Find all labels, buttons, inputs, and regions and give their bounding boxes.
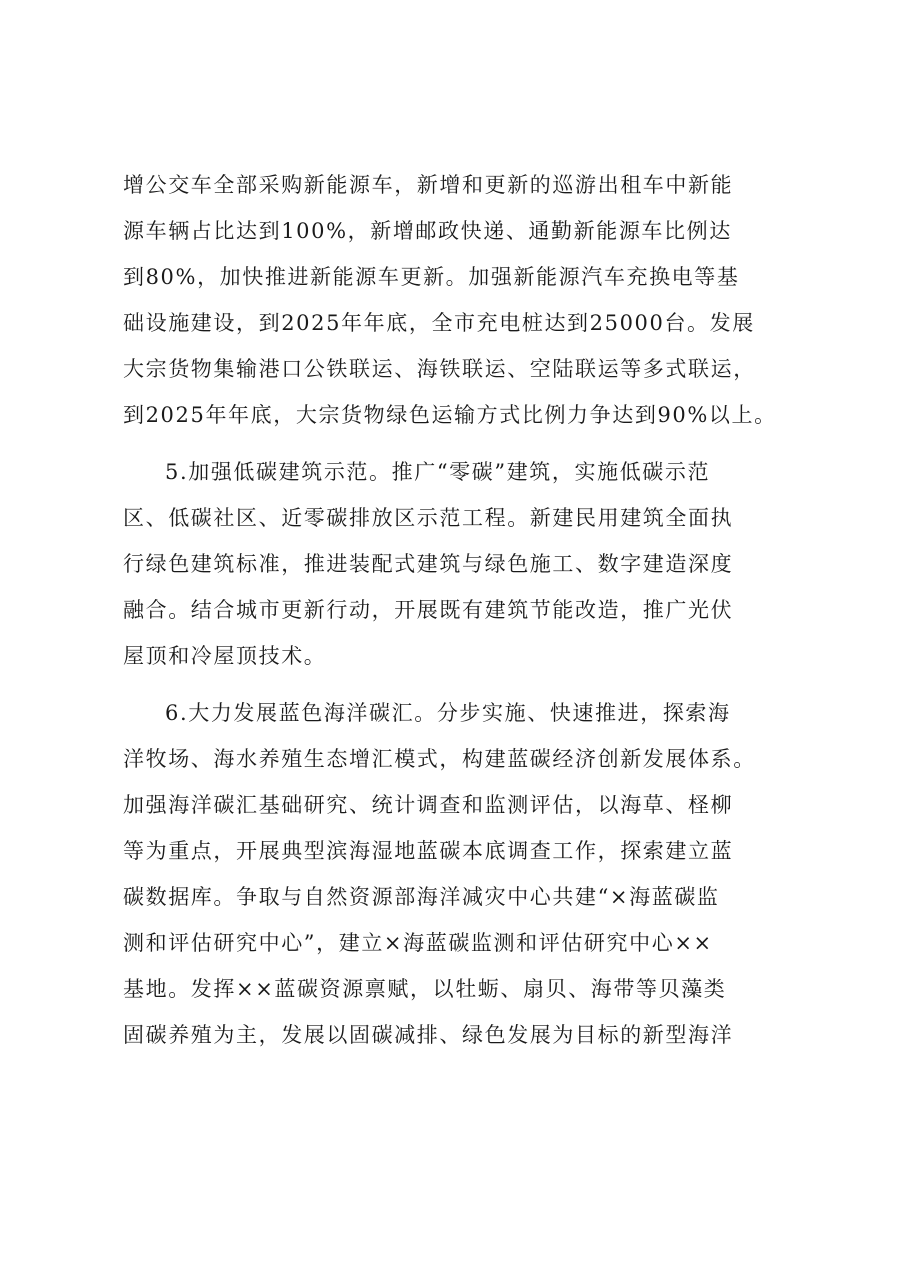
text-line: 加强海洋碳汇基础研究、统计调查和监测评估，以海草、柽柳 xyxy=(123,793,734,817)
text-line: 增公交车全部采购新能源车，新增和更新的巡游出租车中新能 xyxy=(123,173,734,197)
text-line: 础设施建设，到2025年年底，全市充电桩达到25000台。发展 xyxy=(123,311,755,335)
document-body xyxy=(123,162,823,1058)
paragraph-spacer xyxy=(123,679,823,690)
text-line: 基地。发挥××蓝碳资源禀赋，以牡蛎、扇贝、海带等贝藻类 xyxy=(123,977,727,1001)
text-line: 固碳养殖为主，发展以固碳减排、绿色发展为目标的新型海洋 xyxy=(123,1023,734,1047)
text-line: 等为重点，开展典型滨海湿地蓝碳本底调查工作，探索建立蓝 xyxy=(123,839,734,863)
text-line: 大宗货物集输港口公铁联运、海铁联运、空陆联运等多式联运， xyxy=(123,357,756,381)
paragraph-continuation xyxy=(123,162,823,438)
paragraph-5-low-carbon-buildings xyxy=(123,449,823,679)
text-line-first: 6.大力发展蓝色海洋碳汇。分步实施、快速推进，探索海 xyxy=(165,701,731,725)
text-line: 测和评估研究中心”，建立×海蓝碳监测和评估研究中心×× xyxy=(123,931,713,955)
text-line: 行绿色建筑标准，推进装配式建筑与绿色施工、数字建造深度 xyxy=(123,552,734,576)
paragraph-6-blue-carbon xyxy=(123,690,823,1058)
text-line-first: 5.加强低碳建筑示范。推广“零碳”建筑，实施低碳示范 xyxy=(165,460,711,484)
text-line: 到2025年年底，大宗货物绿色运输方式比例力争达到90%以上。 xyxy=(123,403,777,427)
paragraph-spacer xyxy=(123,438,823,449)
text-line: 区、低碳社区、近零碳排放区示范工程。新建民用建筑全面执 xyxy=(123,506,734,530)
text-line: 洋牧场、海水养殖生态增汇模式，构建蓝碳经济创新发展体系。 xyxy=(123,747,756,771)
text-line: 源车辆占比达到100%，新增邮政快递、通勤新能源车比例达 xyxy=(123,219,732,243)
text-line: 屋顶和冷屋顶技术。 xyxy=(123,644,327,668)
text-line: 到80%，加快推进新能源车更新。加强新能源汽车充换电等基 xyxy=(123,265,740,289)
text-line: 融合。结合城市更新行动，开展既有建筑节能改造，推广光伏 xyxy=(123,598,734,622)
text-line: 碳数据库。争取与自然资源部海洋减灾中心共建“×海蓝碳监 xyxy=(123,885,720,909)
